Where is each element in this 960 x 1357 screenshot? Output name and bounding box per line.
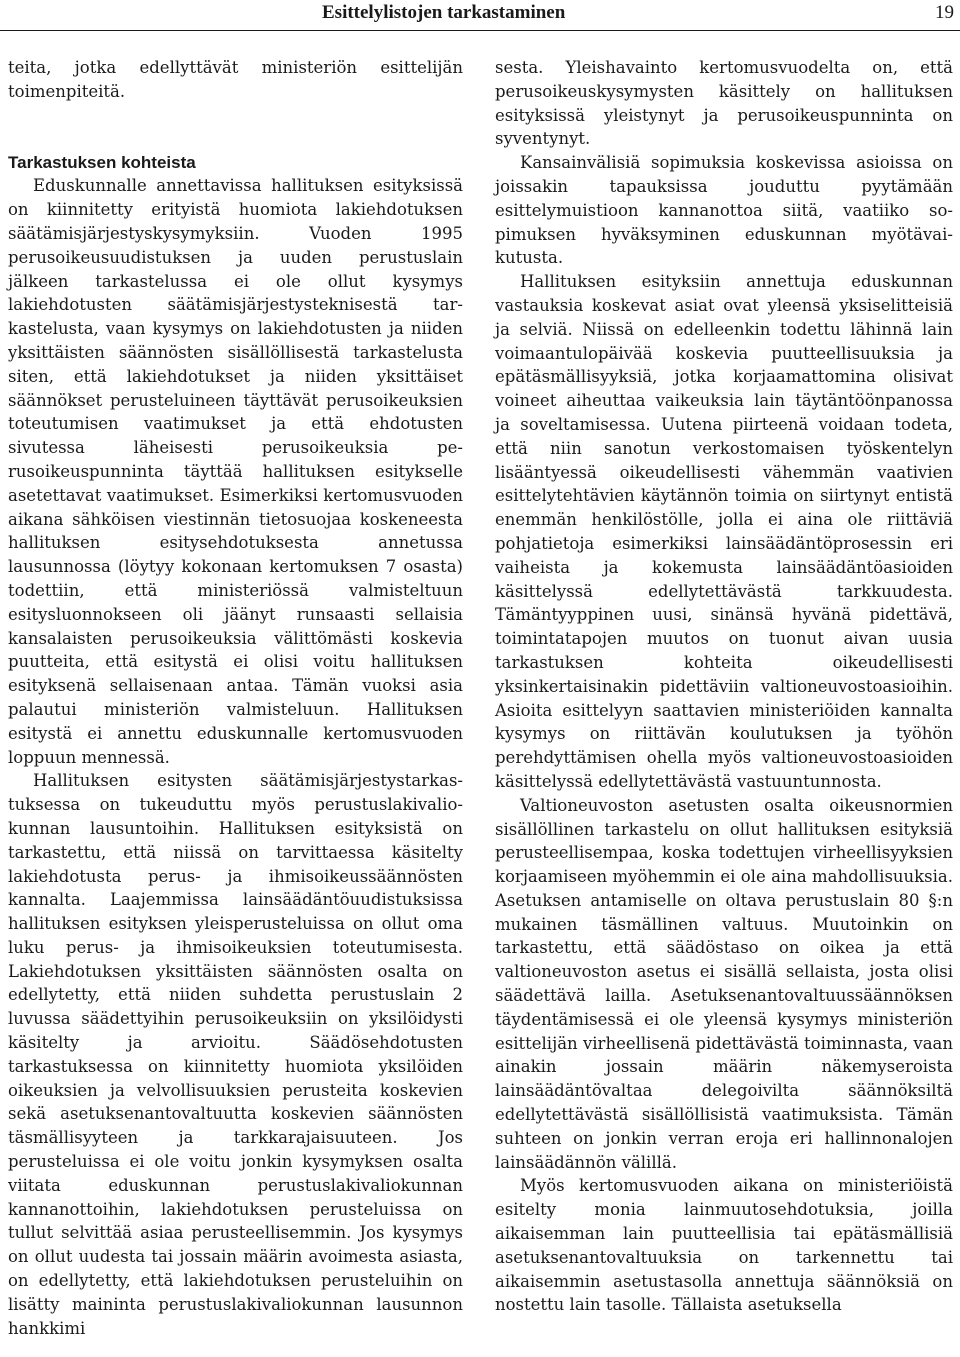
paragraph: Hallituksen esitysten säätämisjärjestystarkastuksessa on tukeuduttu myös perustuslakivaliokunnan lausuntoihin. Hallituksen esityksistä on tarkastettu, että niissä on tarvittaessa käsitelty lakiehdotusta perus- ja ihmisoikeussäännösten kannalta. Laajemmissa lainsäädäntöuudistuksissa hallituksen esityksen yleisperusteluissa on ollut oma luku perus- ja ihmisoikeuksien toteutumisesta. Lakiehdotuksen yksittäisten säännösten osalta on edellytetty, että niiden suhdetta perustuslain 2 luvussa säädettyihin perusoikeuksiin on yksilöidysti käsitelty ja arvioitu. Säädösehdotusten tarkastuksessa on kiinnitetty huomiota yksilöiden oikeuksien ja velvollisuuksien perusteita koskevien sekä asetuksenantovaltuutta koskevien säännösten täsmällisyyteen ja tarkkarajaisuuteen. Jos perusteluissa ei ole voitu jonkin kysymyksen osalta viitata eduskunnan perustuslakivaliokunnan kannanottoihin, lakiehdotuksen perusteluissa on tullut selvittää asiaa perusteellisemmin. Jos kysymys on ollut uudesta tai jossain määrin avoimesta asiasta, on edellytetty, että lakiehdotuksen perusteluihin on lisätty maininta perustuslakivaliokunnan lausunnon hankkimi [8,771,463,1338]
paragraph: Kansainvälisiä sopimuksia koskevissa asioissa on joissakin tapauksissa jouduttu pyytämään esittelymuistioon kannanottoa siitä, vaatiiko sopimuksen hyväksyminen eduskunnan myötävaikutusta. [495,153,953,268]
right-column [495,56,953,1317]
paragraph: Myös kertomusvuoden aikana on ministeriöistä esitelty monia lainmuutosehdotuksia, joilla aikaisemman lain puutteellisia tai epätäsmällisiä asetuksenantovaltuuksia on tarkennettu tai aikaisemmin asetustasolla annettuja säännöksiä on nostettu lain tasolle. Tällaista asetuksella [495,1176,953,1315]
paragraph: Valtioneuvoston asetusten osalta oikeusnormien sisällöllinen tarkastelu on ollut hallituksen esityksiä perusteellisempaa, koska todettujen virheellisyyksien korjaamiseen myöhemmin ei ole aina mahdollisuuksia. Asetuksen antamiselle on oltava perustuslain 80 §:n mukainen täsmällinen valtuus. Muutoinkin on tarkastettu, että säädöstaso on oikea ja että valtioneuvoston asetus ei sisällä sellaista, josta olisi säädettävä lailla. Asetuksenantovaltuussäännöksen täydentämisessä ei ole yleensä kysymys ministeriön esittelijän virheellisenä pidettävästä toiminnasta, vaan ainakin jossain määrin näkemyseroista lainsäädäntövaltaa delegoivilta säännöksiltä edellytettävästä sisällöllisistä vaatimuksista. Tämän suhteen on jonkin verran eroja eri hallinnonalojen lainsäädännön välillä. [495,795,953,1172]
section-heading: Tarkastuksen kohteista [8,152,196,172]
paragraph: Eduskunnalle annettavissa hallituksen esityksissä on kiinnitetty erityistä huomiota lakiehdotuksen säätämisjärjestyskysymyksiin. Vuoden 1995 perusoikeusuudistuksen ja uuden perustuslain jälkeen tarkastelussa ei ole ollut kysymys lakiehdotusten säätämisjärjestysteknisestä tarkastelusta, vaan kysymys on lakiehdotusten ja niiden yksittäisten säännösten sisällöllisestä tarkastelusta siten, että lakiehdotukset ja niiden yksittäiset säännökset perusteluineen täyttävät perusoikeuksien toteutumisen vaatimukset ja että ehdotusten sivutessa läheisesti perusoikeuksia perusoikeuspunninta täyttää hallituksen esitykselle asetettavat vaatimukset. Esimerkiksi kertomusvuoden aikana sähköisen viestinnän tietosuojaa koskeneesta hallituksen esitysehdotuksesta annetussa lausunnossa (löytyy kokonaan kertomuksen 7 osasta) todettiin, että ministeriössä valmisteltuun esitysluonnokseen oli jäänyt runsaasti sellaisia kansalaisten perusoikeuksia välittömästi koskevia puutteita, että esitystä ei olisi voitu hallituksen esityksenä sellaisenaan antaa. Tämän vuoksi asia palautui ministeriön valmisteluun. Hallituksen esitystä ei annettu eduskunnalle kertomusvuoden loppuun mennessä. [8,176,463,767]
page-header [0,0,960,31]
page-number: 19 [935,2,954,23]
running-title: Esittelylistojen tarkastaminen [322,2,566,23]
paragraph: Hallituksen esityksiin annettuja eduskunnan vastauksia koskevat asiat ovat yleensä yksiselitteisiä ja selviä. Niissä on edelleenkin todettu lähinnä lain voimaantulopäivää koskevia puutteellisuuksia ja epätäsmällisyyksiä, jotka korjaamattomina olisivat voineet aiheuttaa vaikeuksia lain täytäntöönpanossa ja soveltamisessa. Uutena piirteenä voidaan todeta, että niin sanotun verkostomaisen työskentelyn lisääntyessä oikeudellisesti vähemmän vaativien esittelytehtävien käytännön toimia on siirtynyt entistä enemmän henkilöstölle, jolla ei aina ole riittäviä pohjatietoja esimerkiksi lainsäädäntöprosessin eri vaiheista ja kokemusta lainsäädäntöasioiden käsittelyssä edellytettävästä tarkkuudesta. Tämäntyyppinen uusi, sinänsä hyvänä pidettävä, toimintatapojen muutos on tuonut aivan uusia tarkastuksen kohteita oikeudellisesti yksinkertaisinakin pidettäviin valtioneuvostoasioihin. Asioita esittelyyn saattavien ministeriöiden kannalta kysymys on riittävän koulutuksen ja työhön perehdyttämisen ohella myös valtioneuvostoasioiden käsittelyssä edellytettävästä vastuuntunnosta. [495,272,953,791]
paragraph: sesta. Yleishavainto kertomusvuodelta on, että perusoikeuskysymysten käsittely on hallituksen esityksissä yleistynyt ja perusoikeuspunninta on syventynyt. [495,58,953,149]
paragraph: teita, jotka edellyttävät ministeriön esittelijän toimenpiteitä. [8,58,463,101]
left-column [8,56,463,1340]
